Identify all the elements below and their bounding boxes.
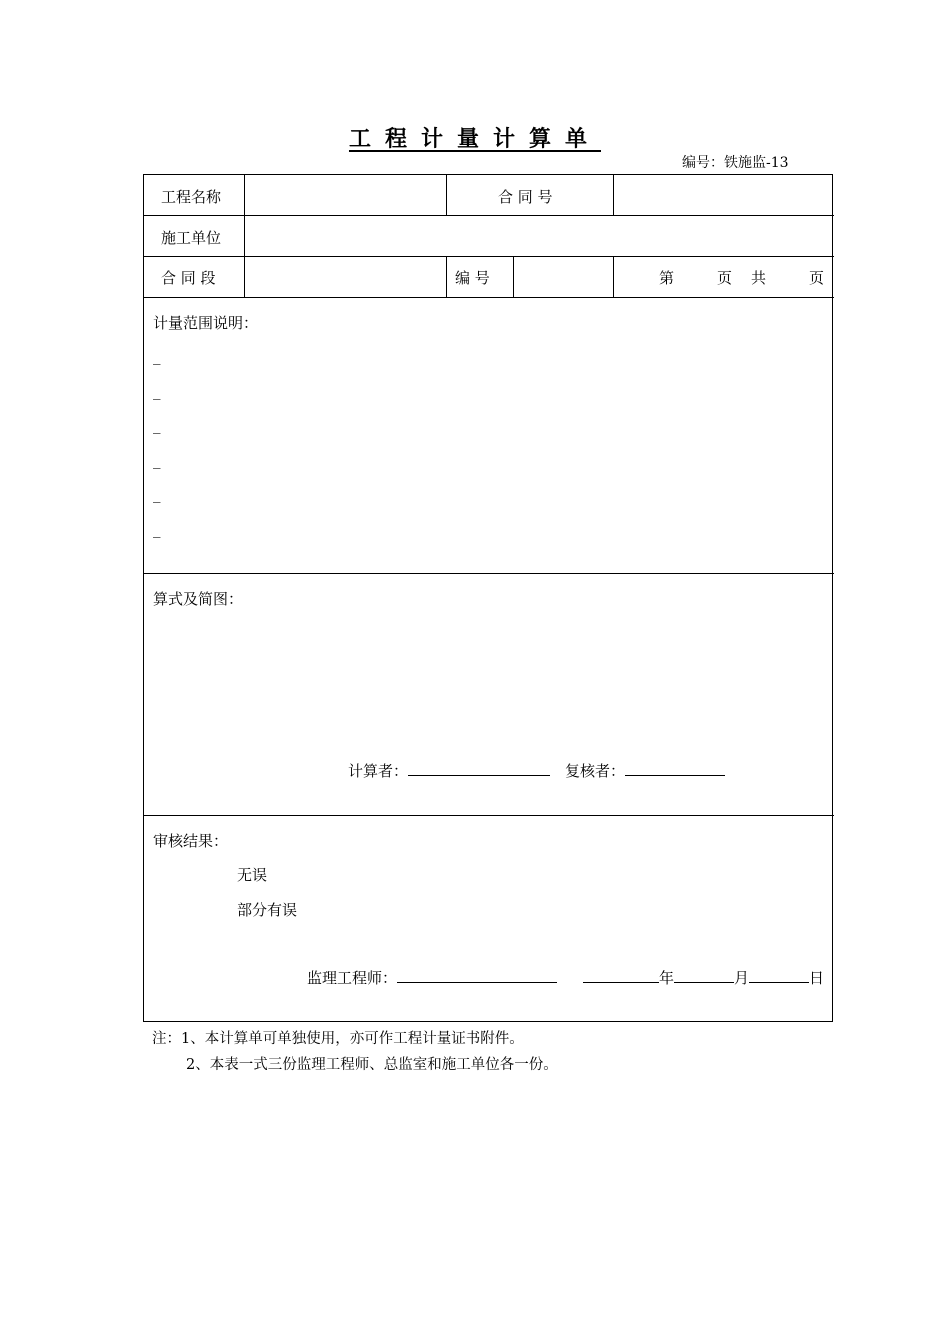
year-field[interactable] <box>583 968 659 983</box>
form-code: 编号：铁施监-13 <box>682 155 789 171</box>
day-field[interactable] <box>749 968 809 983</box>
year-label: 年 <box>659 969 675 987</box>
section-label: 合 同 段 <box>161 269 216 287</box>
page-label-gong: 共 <box>751 269 767 287</box>
engineer-label: 监理工程师： <box>307 969 398 987</box>
scope-line: _ <box>153 520 161 538</box>
review-result-label: 审核结果： <box>153 832 229 850</box>
month-field[interactable] <box>674 968 734 983</box>
page-title: 工程计量计算单 <box>348 126 601 152</box>
project-name-label: 工程名称 <box>161 188 222 206</box>
calculator-field[interactable] <box>408 761 550 776</box>
scope-line: _ <box>153 416 161 434</box>
month-label: 月 <box>734 969 750 987</box>
measurement-form <box>143 174 833 1022</box>
formula-label: 算式及简图： <box>153 590 244 608</box>
calculator-label: 计算者： <box>348 762 409 780</box>
scope-label: 计量范围说明： <box>153 314 259 332</box>
page-label-ye: 页 <box>717 269 733 287</box>
scope-line: _ <box>153 347 161 365</box>
scope-line: _ <box>153 485 161 503</box>
day-label: 日 <box>809 969 825 987</box>
reviewer-label: 复核者： <box>565 762 626 780</box>
page-label-ye-total: 页 <box>809 269 825 287</box>
contractor-label: 施工单位 <box>161 229 222 247</box>
scope-line: _ <box>153 451 161 469</box>
engineer-field[interactable] <box>397 968 557 983</box>
calculator-signature <box>348 760 550 781</box>
reviewer-signature <box>565 760 725 781</box>
note-line-2: 2、本表一式三份监理工程师、总监室和施工单位各一份。 <box>186 1057 558 1073</box>
option-no-error[interactable]: 无误 <box>237 866 268 884</box>
engineer-signature <box>307 967 557 988</box>
scope-line: _ <box>153 382 161 400</box>
note-line-1: 注：1、本计算单可单独使用，亦可作工程计量证书附件。 <box>152 1031 524 1047</box>
option-partial-error[interactable]: 部分有误 <box>237 901 298 919</box>
date-row <box>583 967 824 988</box>
reviewer-field[interactable] <box>625 761 725 776</box>
number-label: 编 号 <box>455 269 490 287</box>
contract-no-label: 合 同 号 <box>498 188 553 206</box>
page-label-di: 第 <box>659 269 675 287</box>
